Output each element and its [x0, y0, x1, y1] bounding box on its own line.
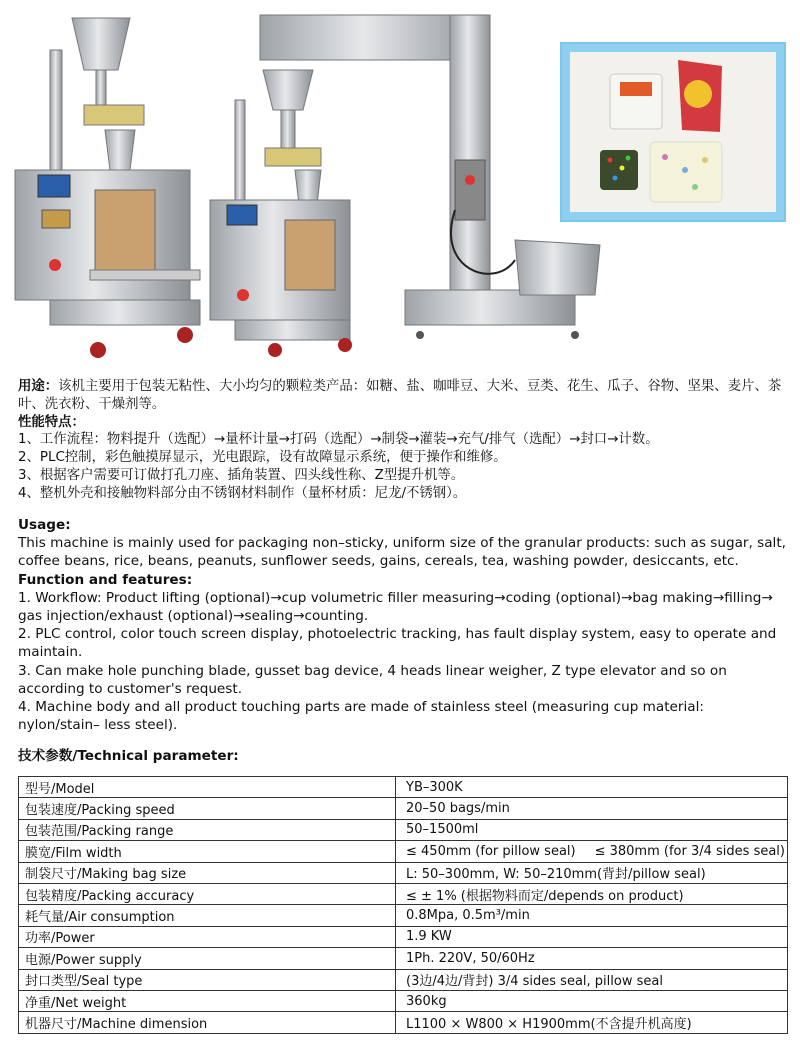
- feature-item-cn: 2、PLC控制，彩色触摸屏显示，光电跟踪，设有故障显示系统，便于操作和维修。: [18, 450, 507, 466]
- param-value: 360kg: [396, 990, 788, 1011]
- features-label-cn: 性能特点：: [18, 414, 85, 430]
- param-value: 1.9 KW: [396, 926, 788, 947]
- feature-item-cn: 4、整机外壳和接触物料部分由不锈钢材料制作（量杯材质：尼龙/不锈钢）。: [18, 485, 467, 501]
- param-value: 0.8Mpa, 0.5m³/min: [396, 905, 788, 926]
- table-row: [19, 905, 788, 926]
- table-row: [19, 798, 788, 819]
- param-value: ≤ ± 1% (根据物料而定/depends on product): [396, 883, 788, 904]
- param-value: [396, 841, 788, 862]
- param-value: (3边/4边/背封) 3/4 sides seal, pillow seal: [396, 969, 788, 990]
- param-value-pillow: ≤ 450mm (for pillow seal): [406, 843, 576, 859]
- usage-label-cn: 用途：: [18, 379, 59, 394]
- table-row: [19, 819, 788, 840]
- param-key: 膜宽/Film width: [19, 841, 396, 862]
- description-chinese: [18, 378, 788, 503]
- param-key: 封口类型/Seal type: [19, 969, 396, 990]
- table-row: [19, 883, 788, 904]
- packing-machine-photo-1: [10, 10, 205, 360]
- feature-item-en: 4. Machine body and all product touching parts are made of stainless steel (measuring cup material: nylon/stain– less steel).: [18, 699, 704, 734]
- tech-parameter-title: 技术参数/Technical parameter:: [18, 748, 239, 764]
- table-row: [19, 969, 788, 990]
- table-row: [19, 1012, 788, 1033]
- usage-text-en: This machine is mainly used for packaging non–sticky, uniform size of the granular products: such as sugar, salt, coffee beans, rice, beans, peanuts, sunflower seeds, gains, cereals, tea, washing powder, desiccants, etc.: [18, 535, 786, 570]
- table-row: [19, 841, 788, 862]
- param-value: 50–1500ml: [396, 819, 788, 840]
- param-key: 包装精度/Packing accuracy: [19, 883, 396, 904]
- z-elevator-photo: [255, 10, 605, 345]
- param-value: L1100 × W800 × H1900mm(不含提升机高度): [396, 1012, 788, 1033]
- feature-item-cn: 1、工作流程：物料提升（选配）→量杯计量→打码（选配）→制袋→灌装→充气/排气（选配）→封口→计数。: [18, 432, 659, 448]
- description-english: [18, 516, 790, 734]
- param-key: 机器尺寸/Machine dimension: [19, 1012, 396, 1033]
- param-key: 包装范围/Packing range: [19, 819, 396, 840]
- tech-parameter-table: [18, 776, 788, 1034]
- usage-paragraph-cn: [18, 378, 788, 414]
- product-photos: [0, 0, 800, 370]
- feature-item-en: 2. PLC control, color touch screen display, photoelectric tracking, has fault display system, easy to operate and maintain.: [18, 626, 777, 661]
- table-row: [19, 948, 788, 969]
- features-label-en: Function and features:: [18, 571, 193, 588]
- param-key: 型号/Model: [19, 777, 396, 798]
- param-value: L: 50–300mm, W: 50–210mm(背封/pillow seal): [396, 862, 788, 883]
- param-key: 净重/Net weight: [19, 990, 396, 1011]
- product-samples-photo: [560, 42, 786, 222]
- param-key: 功率/Power: [19, 926, 396, 947]
- table-row: [19, 926, 788, 947]
- param-value: YB–300K: [396, 777, 788, 798]
- param-value-sides: ≤ 380mm (for 3/4 sides seal): [594, 843, 785, 859]
- param-key: 制袋尺寸/Making bag size: [19, 862, 396, 883]
- feature-item-en: 3. Can make hole punching blade, gusset bag device, 4 heads linear weigher, Z type elevator and so on according to customer's request.: [18, 662, 727, 697]
- table-row: [19, 862, 788, 883]
- param-key: 电源/Power supply: [19, 948, 396, 969]
- usage-text-cn: 该机主要用于包装无粘性、大小均匀的颗粒类产品：如糖、盐、咖啡豆、大米、豆类、花生、瓜子、谷物、坚果、麦片、茶叶、洗衣粉、干燥剂等。: [18, 379, 782, 412]
- param-value: 1Ph. 220V, 50/60Hz: [396, 948, 788, 969]
- table-row: [19, 777, 788, 798]
- usage-label-en: Usage:: [18, 517, 71, 533]
- feature-item-en: 1. Workflow: Product lifting (optional)→cup volumetric filler measuring→coding (optional)→bag making→filling→ gas injection/exhaust (optional)→sealing→counting.: [18, 589, 773, 625]
- param-key: 包装速度/Packing speed: [19, 798, 396, 819]
- param-key: 耗气量/Air consumption: [19, 905, 396, 926]
- param-value: 20–50 bags/min: [396, 798, 788, 819]
- table-row: [19, 990, 788, 1011]
- feature-item-cn: 3、根据客户需要可订做打孔刀座、插角装置、四头线性称、Z型提升机等。: [18, 467, 465, 483]
